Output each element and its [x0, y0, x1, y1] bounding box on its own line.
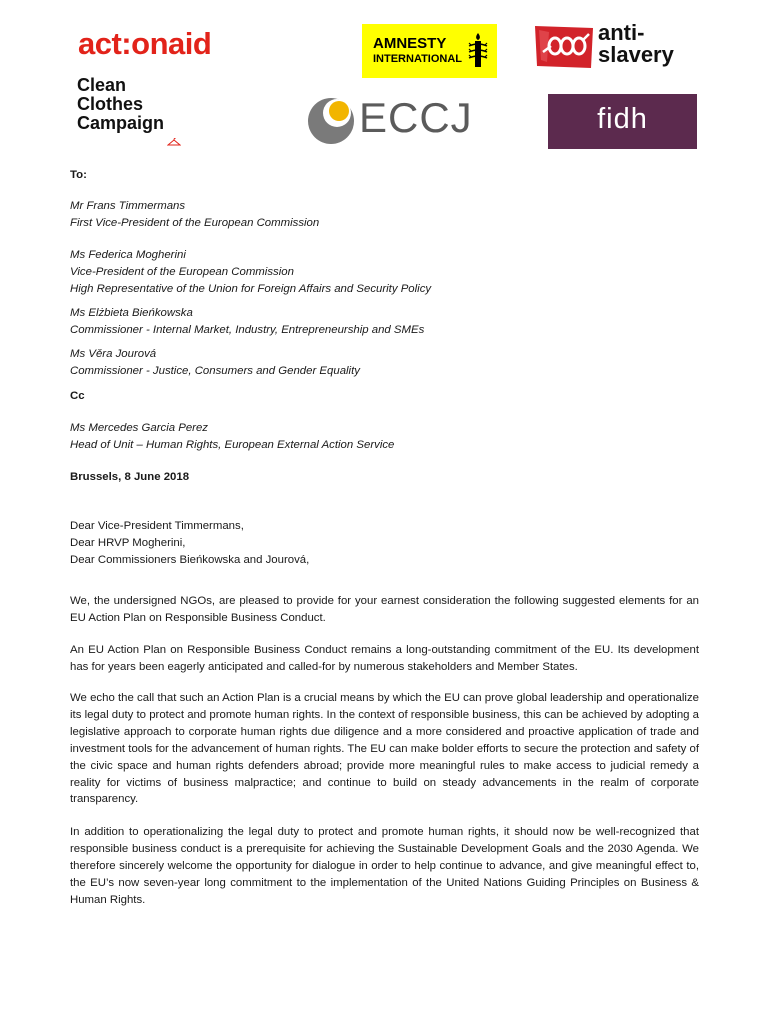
recipient-name: Ms Věra Jourová	[70, 348, 157, 360]
amnesty-logo-line2: INTERNATIONAL	[373, 53, 463, 65]
recipient-name: Ms Elżbieta Bieńkowska	[70, 307, 193, 319]
cc-label: Cc	[70, 390, 85, 402]
anti-slavery-logo-line2: slavery	[598, 42, 674, 67]
fidh-logo	[548, 94, 697, 149]
candle-barbed-wire-icon	[466, 32, 490, 72]
hanger-icon	[167, 138, 181, 146]
eccj-logo	[306, 94, 473, 147]
recipient-role: Commissioner - Internal Market, Industry, Entrepreneurship and SMEs	[70, 323, 425, 336]
broken-chain-badge-icon	[533, 22, 595, 70]
eccj-logo-text: ECCJ	[359, 94, 473, 141]
actionaid-logo-text: act:onaid	[78, 26, 212, 61]
recipient-role: Vice-President of the European Commission	[70, 265, 294, 278]
salutation-line: Dear HRVP Mogherini,	[70, 536, 186, 549]
amnesty-logo-line1: AMNESTY	[373, 35, 447, 52]
recipient-block	[70, 346, 360, 380]
place-date: Brussels, 8 June 2018	[70, 471, 190, 483]
anti-slavery-logo	[533, 18, 703, 72]
recipient-name: Ms Federica Mogherini	[70, 249, 186, 261]
recipient-name: Mr Frans Timmermans	[70, 200, 186, 212]
body-paragraph: In addition to operationalizing the legal duty to protect and promote human rights, it should now be well-recognized that responsible business conduct is a prerequisite for achieving the Sustainable Development Goals and the 2030 Agenda. We therefore sincerely welcome the opportunity for dialogue in order to help continue to advance, and give meaningful effect to, the EU’s now seven-year long commitment to the implementation of the United Nations Guiding Principles on Business & Human Rights.	[70, 826, 699, 906]
fidh-logo-text: fidh	[597, 103, 648, 135]
ccc-logo-line2: Clothes	[77, 94, 144, 114]
recipient-role: First Vice-President of the European Commission	[70, 216, 320, 229]
recipient-block	[70, 247, 431, 298]
ccc-logo-line3: Campaign	[77, 113, 165, 133]
salutation-line: Dear Vice-President Timmermans,	[70, 520, 244, 532]
body-paragraph: An EU Action Plan on Responsible Business Conduct remains a long-outstanding commitment of the EU. Its development has for years been eagerly anticipated and called-for by numerous stakeholders and Member States.	[70, 644, 699, 673]
body-paragraph: We, the undersigned NGOs, are pleased to provide for your earnest consideration the following suggested elements for an EU Action Plan on Responsible Business Conduct.	[70, 595, 699, 624]
salutation-block	[70, 518, 309, 569]
ccc-logo-line1: Clean	[77, 75, 127, 95]
anti-slavery-logo-line1: anti-	[598, 20, 645, 45]
cc-block	[70, 420, 394, 454]
salutation-line: Dear Commissioners Bieńkowska and Jourová,	[70, 553, 310, 566]
cc-name: Ms Mercedes Garcia Perez	[70, 422, 208, 434]
to-label: To:	[70, 169, 87, 181]
amnesty-international-logo	[362, 24, 497, 78]
recipient-role: Commissioner - Justice, Consumers and Gender Equality	[70, 364, 360, 377]
cc-role: Head of Unit – Human Rights, European External Action Service	[70, 438, 395, 451]
clean-clothes-campaign-logo	[77, 76, 164, 133]
recipient-block	[70, 305, 424, 339]
eccj-emblem-icon	[306, 95, 358, 147]
body-paragraph: We echo the call that such an Action Plan is a crucial means by which the EU can prove global leadership and operationalize its legal duty to protect and promote human rights. In the context of responsible business, this can be achieved by adopting a legislative approach to corporate human rights due diligence and a more considered and proactive application of trade and investment tools for the advancement of human rights. The EU can make bolder efforts to secure the protection and safety of the civic space and human rights defenders abroad; provide more meaningful rules to make access to judicial remedy a reality for victims of business malpractice; and continue to build on steady advancements in the realm of corporate transparency.	[70, 692, 699, 806]
recipient-role: High Representative of the Union for Foreign Affairs and Security Policy	[70, 282, 432, 295]
actionaid-logo	[78, 28, 211, 59]
recipient-block	[70, 198, 319, 232]
